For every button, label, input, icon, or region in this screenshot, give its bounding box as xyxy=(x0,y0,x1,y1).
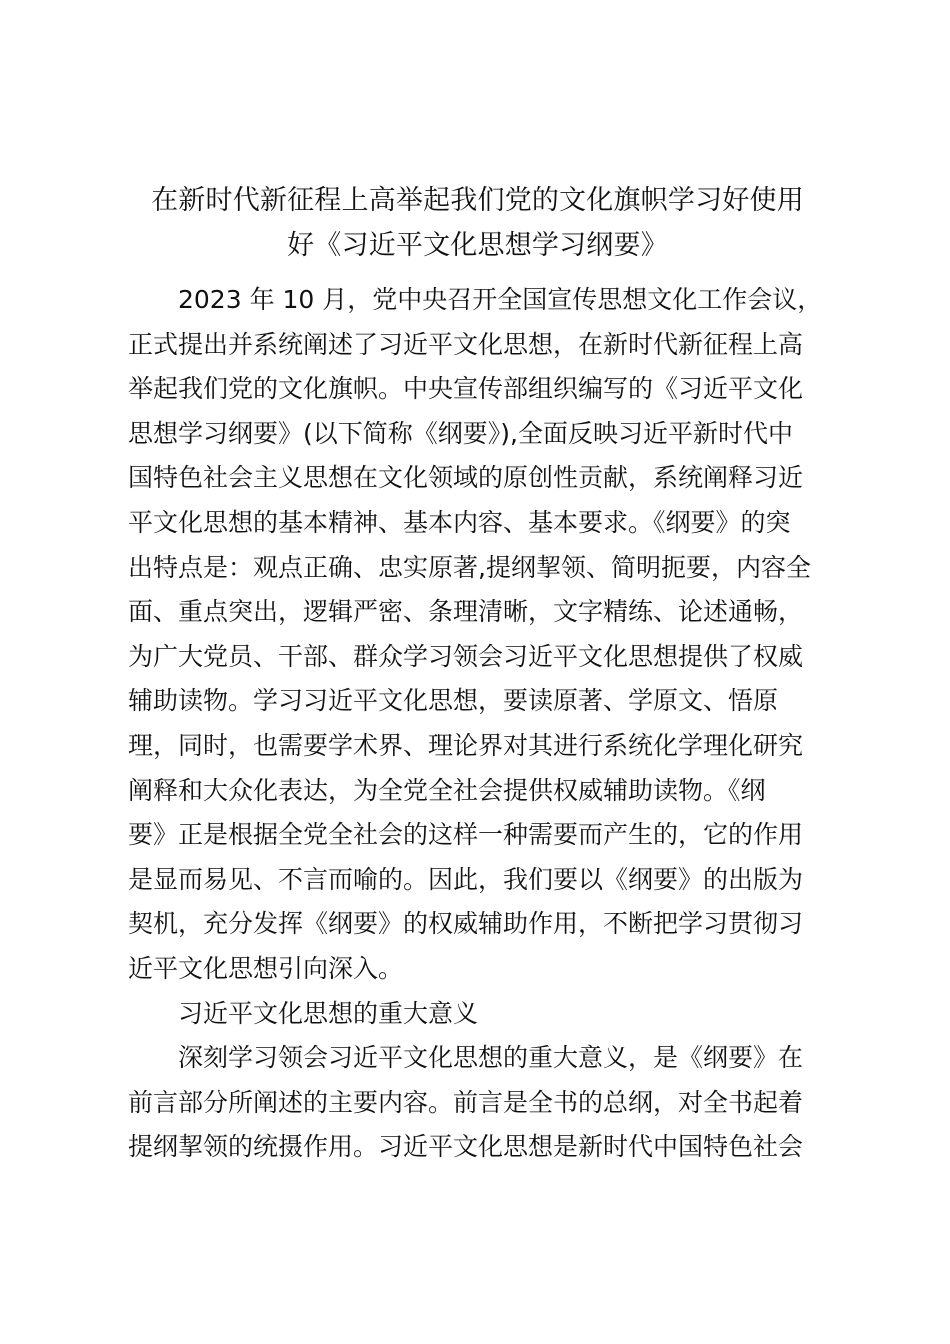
paragraph-line: 辅助读物。学习习近平文化思想，要读原著、学原文、悟原 xyxy=(128,686,779,716)
section-heading: 习近平文化思想的重大意义 xyxy=(178,998,479,1028)
paragraph-line: 近平文化思想引向深入。 xyxy=(128,953,404,983)
paragraph-line: 是显而易见、不言而喻的。因此，我们要以《纲要》的出版为 xyxy=(128,864,804,894)
paragraph-1 xyxy=(128,278,828,992)
paragraph-line: 契机，充分发挥《纲要》的权威辅助作用，不断把学习贯彻习 xyxy=(128,909,804,939)
document-title xyxy=(120,178,835,268)
paragraph-line: 理，同时，也需要学术界、理论界对其进行系统化学理化研究 xyxy=(128,730,804,760)
paragraph-line: 正式提出并系统阐述了习近平文化思想，在新时代新征程上高 xyxy=(128,329,804,359)
paragraph-line: 为广大党员、干部、群众学习领会习近平文化思想提供了权威 xyxy=(128,641,804,671)
paragraph-line: 举起我们党的文化旗帜。中央宣传部组织编写的《习近平文化 xyxy=(128,374,804,404)
paragraph-line: 要》正是根据全党全社会的这样一种需要而产生的，它的作用 xyxy=(128,820,804,850)
paragraph-2 xyxy=(128,1036,828,1170)
paragraph-line: 提纲挈领的统摄作用。习近平文化思想是新时代中国特色社会 xyxy=(128,1132,804,1162)
paragraph-line: 2023 年 10 月，党中央召开全国宣传思想文化工作会议， xyxy=(178,285,823,314)
title-line: 在新时代新征程上高举起我们党的文化旗帜学习好使用 xyxy=(151,185,804,216)
paragraph-line: 前言部分所阐述的主要内容。前言是全书的总纲，对全书起着 xyxy=(128,1087,804,1117)
paragraph-line: 平文化思想的基本精神、基本内容、基本要求。《纲要》的突 xyxy=(128,507,791,537)
paragraph-line: 国特色社会主义思想在文化领域的原创性贡献，系统阐释习近 xyxy=(128,463,804,493)
title-line: 好《习近平文化思想学习纲要》 xyxy=(287,230,668,261)
paragraph-line: 面、重点突出，逻辑严密、条理清晰，文字精练、论述通畅， xyxy=(128,597,804,627)
paragraph-line: 深刻学习领会习近平文化思想的重大意义，是《纲要》在 xyxy=(178,1043,804,1073)
paragraph-line: 出特点是：观点正确、忠实原著,提纲挈领、简明扼要，内容全 xyxy=(128,552,811,582)
paragraph-line: 阐释和大众化表达，为全党全社会提供权威辅助读物。《纲 xyxy=(128,775,766,805)
paragraph-line: 思想学习纲要》(以下简称《纲要》),全面反映习近平新时代中 xyxy=(128,418,793,448)
document-body xyxy=(128,278,828,1170)
